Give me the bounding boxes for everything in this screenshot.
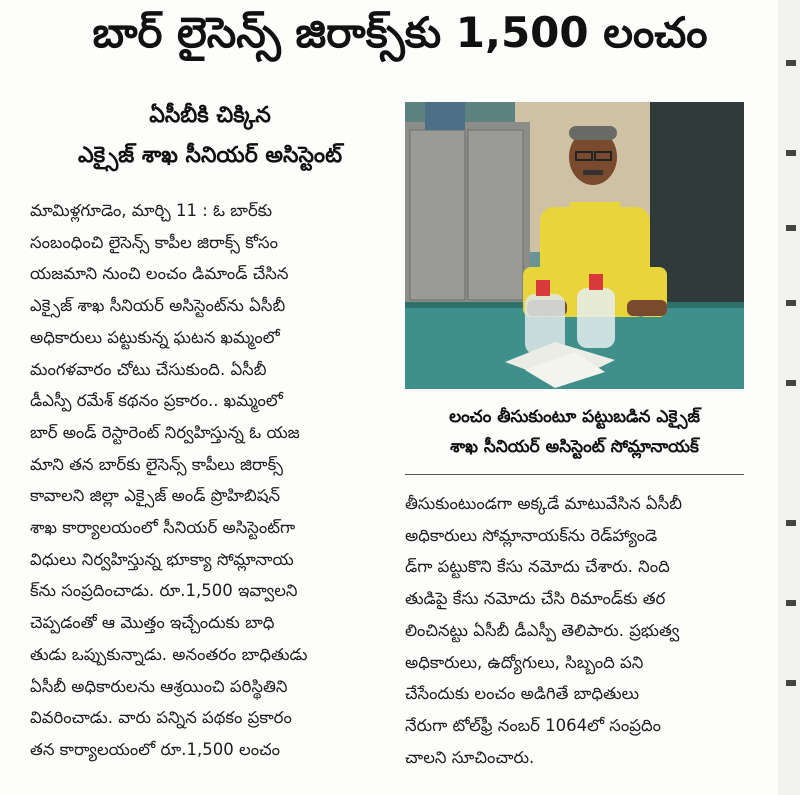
body-line: శాఖ కార్యాలయంలో సీనియర్ అసిస్టెంట్‌గా <box>30 518 296 538</box>
body-line: ఎక్సైజ్ శాఖ సీనియర్ అసిస్టెంట్‌ను ఏసీబీ <box>30 296 286 316</box>
body-line: తుడు ఒప్పుకున్నాడు. అనంతరం బాధితుడు <box>30 644 308 664</box>
body-line: తుడిపై కేసు నమోదు చేసి రిమాండ్‌కు తర <box>405 589 666 609</box>
body-line: చాలని సూచించారు. <box>405 747 535 767</box>
body-line: తన కార్యాలయంలో రూ.1,500 లంచం <box>30 739 280 759</box>
body-line: మామిళ్లగూడెం, మార్చి 11 : ఓ బార్‌కు <box>30 201 273 220</box>
body-line: చేసేందుకు లంచం అడిగితే బాధితులు <box>405 684 640 704</box>
body-line: ఏసీబీ అధికారులను ఆశ్రయించి పరిస్థితిని <box>30 676 288 696</box>
news-photo-illustration <box>405 102 744 389</box>
adjacent-article-edge <box>778 0 800 795</box>
headline: బార్ లైసెన్స్ జిరాక్స్‌కు 1,500 లంచం <box>92 8 708 57</box>
body-line: క్‌ను సంప్రదించాడు. రూ.1,500 ఇవ్వాలని <box>30 581 298 601</box>
body-line: వివరించాడు. వారు పన్నిన పథకం ప్రకారం <box>30 708 292 728</box>
subheading-line-2: ఎక్సైజ్ శాఖ సీనియర్ అసిస్టెంట్ <box>77 143 343 168</box>
body-line: బార్ అండ్ రెస్టారెంట్ నిర్వహిస్తున్న ఓ యజ <box>30 422 300 442</box>
body-line: నేరుగా టోల్‌ఫ్రీ నంబర్ 1064లో సంప్రదిం <box>405 715 662 735</box>
body-line: తీసుకుంటుండగా అక్కడే మాటువేసిన ఏసీబీ <box>405 494 682 513</box>
body-line: అధికారులు సోమ్లానాయక్‌ను రెడ్‌హ్యాండె <box>405 525 658 545</box>
body-line: విధులు నిర్వహిస్తున్న భూక్యా సోమ్లానాయ <box>30 549 294 569</box>
caption-line-2: శాఖ సీనియర్ అసిస్టెంట్ సోమ్లానాయక్ <box>450 437 699 457</box>
subheading-line-1: ఏసీబీకి చిక్కిన <box>149 103 271 128</box>
body-line: అధికారులు పట్టుకున్న ఘటన ఖమ్మంలో <box>30 327 280 347</box>
right-column <box>405 488 743 773</box>
body-line: మంగళవారం చోటు చేసుకుంది. ఏసీబీ <box>30 359 267 379</box>
body-line: అధికారులు, ఉద్యోగులు, సిబ్బంది పని <box>405 652 644 672</box>
left-column <box>30 195 392 766</box>
body-line: సంబంధించి లైసెన్స్ కాపీల జిరాక్స్ కోసం <box>30 232 278 252</box>
news-photo <box>405 102 744 389</box>
body-line: డ్‌గా పట్టుకొని కేసు నమోదు చేశారు. నింది <box>405 557 670 577</box>
body-line: మాని తన బార్‌కు లైసెన్స్ కాపీలు జిరాక్స్ <box>30 454 283 474</box>
caption-divider <box>405 474 744 475</box>
photo-caption <box>405 402 744 462</box>
body-line: చెప్పడంతో ఆ మొత్తం ఇచ్చేందుకు బాధి <box>30 613 275 633</box>
body-line: యజమాని నుంచి లంచం డిమాండ్ చేసిన <box>30 264 289 284</box>
body-line: డీఎస్పీ రమేశ్ కథనం ప్రకారం.. ఖమ్మంలో <box>30 391 283 411</box>
body-line: లించినట్టు ఏసీబీ డీఎస్పీ తెలిపారు. ప్రభుత్వ <box>405 620 680 640</box>
body-line: కావాలని జిల్లా ఎక్సైజ్ అండ్ ప్రొహిబిషన్ <box>30 486 281 506</box>
caption-line-1: లంచం తీసుకుంటూ పట్టుబడిన ఎక్సైజ్ <box>449 407 700 427</box>
